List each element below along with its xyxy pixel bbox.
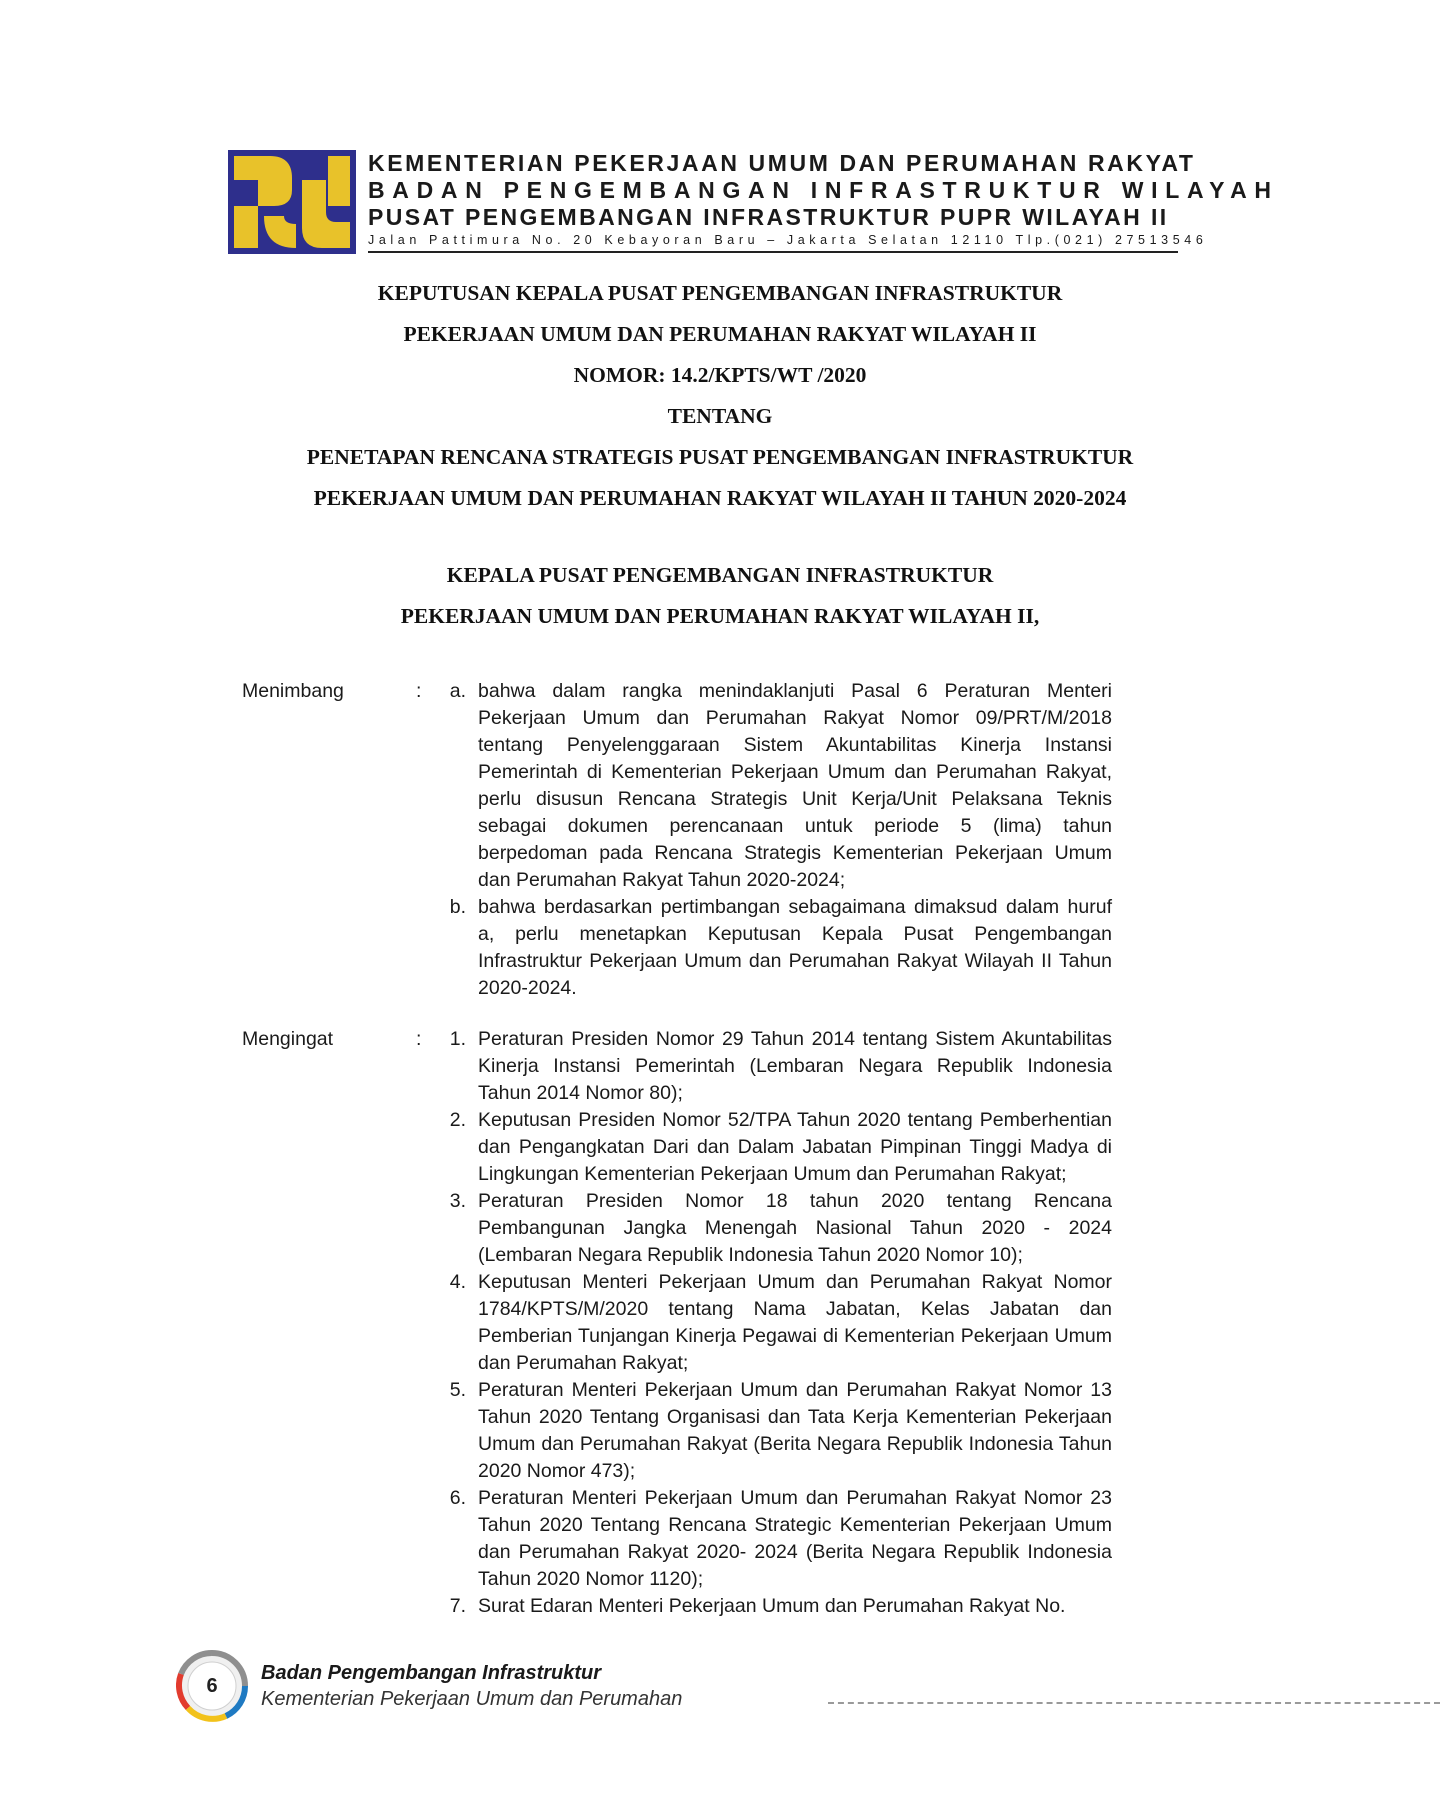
address: Jalan Pattimura No. 20 Kebayoran Baru – Jakarta Selatan 12110 Tlp.(021) 27513546 [368,233,1208,247]
letterhead [228,150,1279,254]
list-item [434,1377,1112,1485]
menimbang-list [434,678,1112,1002]
section-label: Mengingat [242,1028,334,1050]
list-item [434,1485,1112,1593]
item-marker: a. [449,680,466,702]
footer-ministry: Kementerian Pekerjaan Umum dan Perumahan [261,1688,683,1710]
mengingat-list [434,1026,1112,1620]
decree-number: NOMOR: 14.2/KPTS/WT /2020 [573,363,867,387]
ministry-name: KEMENTERIAN PEKERJAAN UMUM DAN PERUMAHAN RAKYAT [368,150,1196,176]
page-footer [176,1650,1440,1730]
decree-title [200,276,1240,640]
center-name: PUSAT PENGEMBANGAN INFRASTRUKTUR PUPR WILAYAH II [368,204,1169,230]
item-text: Keputusan Presiden Nomor 52/TPA Tahun 2020 tentang Pemberhentian dan Pengangkatan Dari dan Dalam Jabatan Pimpinan Tinggi Madya di Lingkungan Kementerian Pekerjaan Umum dan Perumahan Rakyat; [478,1109,1112,1185]
item-text: Peraturan Menteri Pekerjaan Umum dan Perumahan Rakyat Nomor 23 Tahun 2020 Tentang Rencana Strategic Kementerian Pekerjaan Umum dan Perumahan Rakyat 2020- 2024 (Berita Negara Republik Indonesia Tahun 2020 Nomor 1120); [478,1487,1112,1590]
list-item [434,678,1112,894]
title-line: PENETAPAN RENCANA STRATEGIS PUSAT PENGEMBANGAN INFRASTRUKTUR [306,445,1134,469]
pupr-logo-icon [228,150,356,254]
item-marker: 1. [449,1028,466,1050]
list-item [434,1026,1112,1107]
item-text: Peraturan Presiden Nomor 29 Tahun 2014 tentang Sistem Akuntabilitas Kinerja Instansi Pemerintah (Lembaran Negara Republik Indonesia Tahun 2014 Nomor 80); [478,1028,1112,1104]
title-line: KEPUTUSAN KEPALA PUSAT PENGEMBANGAN INFRASTRUKTUR [377,281,1063,305]
signatory-line: PEKERJAAN UMUM DAN PERUMAHAN RAKYAT WILAYAH II, [400,604,1040,628]
item-marker: 6. [449,1487,466,1509]
list-item [434,1593,1112,1620]
item-text: Keputusan Menteri Pekerjaan Umum dan Perumahan Rakyat Nomor 1784/KPTS/M/2020 tentang Nama Jabatan, Kelas Jabatan dan Pemberian Tunjangan Kinerja Pegawai di Kementerian Pekerjaan Umum dan Perumahan Rakyat; [478,1271,1112,1374]
item-text: Peraturan Menteri Pekerjaan Umum dan Perumahan Rakyat Nomor 13 Tahun 2020 Tentang Organisasi dan Tata Kerja Kementerian Pekerjaan Umum dan Perumahan Rakyat (Berita Negara Republik Indonesia Tahun 2020 Nomor 473); [478,1379,1112,1482]
list-item [434,1269,1112,1377]
list-item [434,1188,1112,1269]
item-text: bahwa berdasarkan pertimbangan sebagaimana dimaksud dalam huruf a, perlu menetapkan Keputusan Kepala Pusat Pengembangan Infrastruktur Pekerjaan Umum dan Perumahan Rakyat Wilayah II Tahun 2020-2024. [478,896,1112,999]
letterhead-text [368,150,1279,248]
item-marker: 4. [449,1271,466,1293]
footer-divider [828,1702,1440,1704]
section-colon: : [416,680,422,702]
item-text: bahwa dalam rangka menindaklanjuti Pasal 6 Peraturan Menteri Pekerjaan Umum dan Perumahan Rakyat Nomor 09/PRT/M/2018 tentang Penyelenggaraan Sistem Akuntabilitas Kinerja Instansi Pemerintah di Kementerian Pekerjaan Umum dan Perumahan Rakyat, perlu disusun Rencana Strategis Unit Kerja/Unit Pelaksana Teknis sebagai dokumen perencanaan untuk periode 5 (lima) tahun berpedoman pada Rencana Strategis Kementerian Pekerjaan Umum dan Perumahan Rakyat Tahun 2020-2024; [478,680,1112,891]
item-marker: 3. [449,1190,466,1212]
item-marker: 7. [449,1595,466,1617]
item-text: Surat Edaran Menteri Pekerjaan Umum dan Perumahan Rakyat No. [478,1595,1066,1617]
page-number: 6 [206,1675,218,1697]
list-item [434,1107,1112,1188]
agency-name: BADAN PENGEMBANGAN INFRASTRUKTUR WILAYAH [368,177,1279,203]
footer-org: Badan Pengembangan Infrastruktur [261,1662,602,1684]
title-line: TENTANG [667,404,773,428]
signatory-line: KEPALA PUSAT PENGEMBANGAN INFRASTRUKTUR [446,563,994,587]
title-line: PEKERJAAN UMUM DAN PERUMAHAN RAKYAT WILAYAH II TAHUN 2020-2024 [313,486,1127,510]
item-marker: 5. [449,1379,466,1401]
item-marker: b. [449,896,466,918]
item-text: Peraturan Presiden Nomor 18 tahun 2020 tentang Rencana Pembangunan Jangka Menengah Nasional Tahun 2020 - 2024 (Lembaran Negara Republik Indonesia Tahun 2020 Nomor 10); [478,1190,1112,1266]
letterhead-rule [368,251,1178,253]
section-colon: : [416,1028,422,1050]
item-marker: 2. [449,1109,466,1131]
title-line: PEKERJAAN UMUM DAN PERUMAHAN RAKYAT WILAYAH II [403,322,1037,346]
section-label: Menimbang [242,680,344,702]
list-item [434,894,1112,1002]
